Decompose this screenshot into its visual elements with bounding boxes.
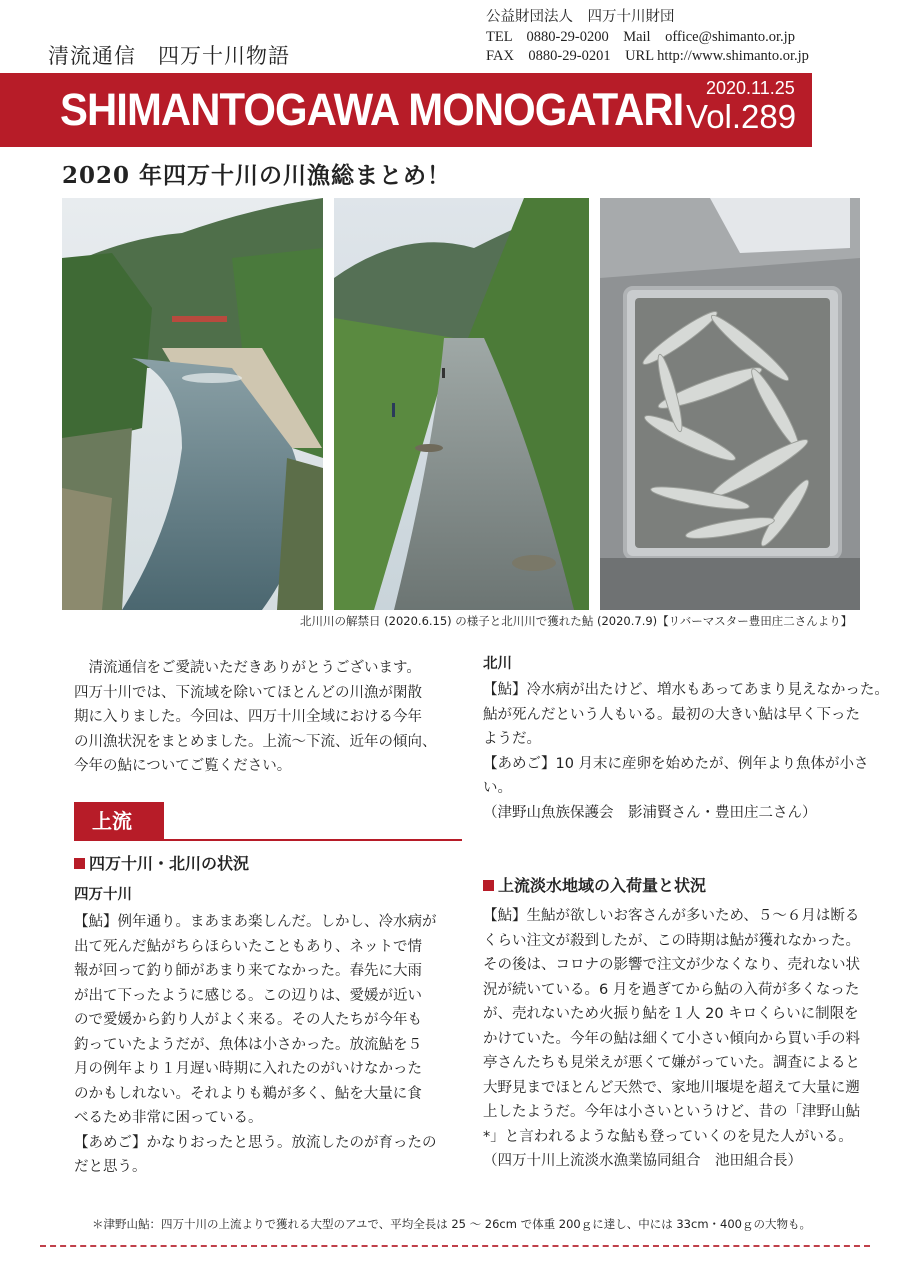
text-line: 鮎が死んだという人もいる。最初の大きい鮎は早く下った [483,706,860,723]
text-line: その後は、コロナの影響で注文が少なくなり、売れない状 [483,957,860,973]
text-line: 四万十川では、下流域を除いてほとんどの川漁が閑散 [74,684,422,701]
text-line: 【あめご】10 月末に産卵を始めたが、例年より魚体が小さ [483,755,869,772]
text-line: 釣っていたようだが、魚体は小さかった。放流鮎を５ [74,1036,422,1053]
text-line: 況が続いている。6 月を過ぎてから鮎の入荷が多くなった [483,981,860,998]
text-line: が出て下ったように感じる。この辺りは、愛媛が近い [74,987,422,1004]
photo-caught-ayu [600,198,860,610]
text-line: の川漁状況をまとめました。上流〜下流、近年の傾向、 [74,733,437,750]
text-line: 【あめご】かなりおったと思う。放流したのが育ったの [74,1134,437,1151]
subheading-shimanto-kitagawa: 四万十川・北川の状況 [74,852,249,877]
text-line: 期に入りました。今回は、四万十川全域における今年 [74,709,422,725]
text-line: 清流通信をご愛読いただきありがとうございます。 [74,660,421,676]
intro-paragraph [74,656,474,779]
text-line: 【鮎】生鮎が欲しいお客さんが多いため、５〜６月は断る [483,908,860,924]
article-headline: 2020 年四万十川の川漁総まとめ！ [62,162,452,189]
text-line: だと思う。 [74,1159,147,1175]
text-line: （津野山魚族保護会 影浦賢さん・豊田庄二さん） [483,804,817,821]
text-line: 月の例年より１月遅い時期に入れたのがいけなかった [74,1061,422,1077]
text-line: が、売れないため火振り鮎を１人 20 キロくらいに制限を [483,1006,859,1022]
text-line: 報が回って釣り師があまり来てなかった。春先に大雨 [74,963,422,979]
text-line: のかもしれない。それよりも鵜が多く、鮎を大量に食 [74,1085,422,1102]
org-tel-mail: TEL 0880-29-0200 Mail office@shimanto.or.jp [486,28,795,45]
text-line: くらい注文が殺到したが、この時期は鮎が獲れなかった。 [483,932,860,949]
text-line: 【鮎】例年通り。まあまあ楽しんだ。しかし、冷水病が [74,914,437,930]
text-line: かけていた。今年の鮎は細くて小さい傾向から買い手の料 [483,1030,860,1047]
photo-river-anglers [334,198,589,610]
banner-title: SHIMANTOGAWA MONOGATARI [60,84,684,135]
org-name: 公益財団法人 四万十川財団 [486,9,675,25]
photo-caption: 北川川の解禁日 (2020.6.15) の様子と北川川で獲れた鮎 (2020.7.9)【リバーマスター豊田庄二さんより】 [300,614,853,628]
text-line: べるため非常に困っている。 [74,1110,263,1126]
footnote-tsunoyama-ayu: ＊津野山鮎：四万十川の上流よりで獲れる大型のアユで、平均全長は 25 〜 26cm で体重 200ｇに達し、中には 33cm・400ｇの大物も。 [92,1217,811,1231]
text-line: 上したようだ。今年は小さいというけど、昔の「津野山鮎 [483,1104,860,1120]
river-name-shimanto: 四万十川 [74,887,132,903]
section-label-upstream: 上流 [74,802,164,840]
river-name-kitagawa: 北川 [483,656,512,672]
shimanto-report [74,910,474,1180]
dashed-divider [40,1245,870,1247]
issue-date: 2020.11.25 [706,78,795,98]
subheading-upstream-freshwater: 上流淡水地域の入荷量と状況 [483,874,706,899]
newsletter-subtitle: 清流通信 四万十川物語 [48,44,290,68]
text-line: *」と言われるような鮎も登っていくのを見た人がいる。 [483,1128,853,1145]
text-line: 今年の鮎についてご覧ください。 [74,758,292,774]
section-divider [74,839,462,841]
photo-river-opening-day [62,198,323,610]
text-line: ようだ。 [483,731,541,747]
issue-volume: Vol.289 [686,98,797,135]
text-line: 大野見までほとんど天然で、家地川堰堤を超えて大量に遡 [483,1079,860,1096]
org-fax-url: FAX 0880-29-0201 URL http://www.shimanto.or.jp [486,48,809,64]
text-line: 出て死んだ鮎がちらほらいたこともあり、ネットで情 [74,938,422,955]
text-line: ので愛媛から釣り人がよく来る。その人たちが今年も [74,1012,422,1028]
text-line: 【鮎】冷水病が出たけど、増水もあってあまり見えなかった。 [483,682,889,698]
text-line: （四万十川上流淡水漁業協同組合 池田組合長） [483,1153,802,1169]
upstream-freshwater-report [483,904,893,1174]
organization-info [486,8,809,67]
kitagawa-report [483,678,893,825]
text-line: 亭さんたちも見栄えが悪くて嫌がっていた。調査によると [483,1055,860,1071]
text-line: い。 [483,780,512,796]
